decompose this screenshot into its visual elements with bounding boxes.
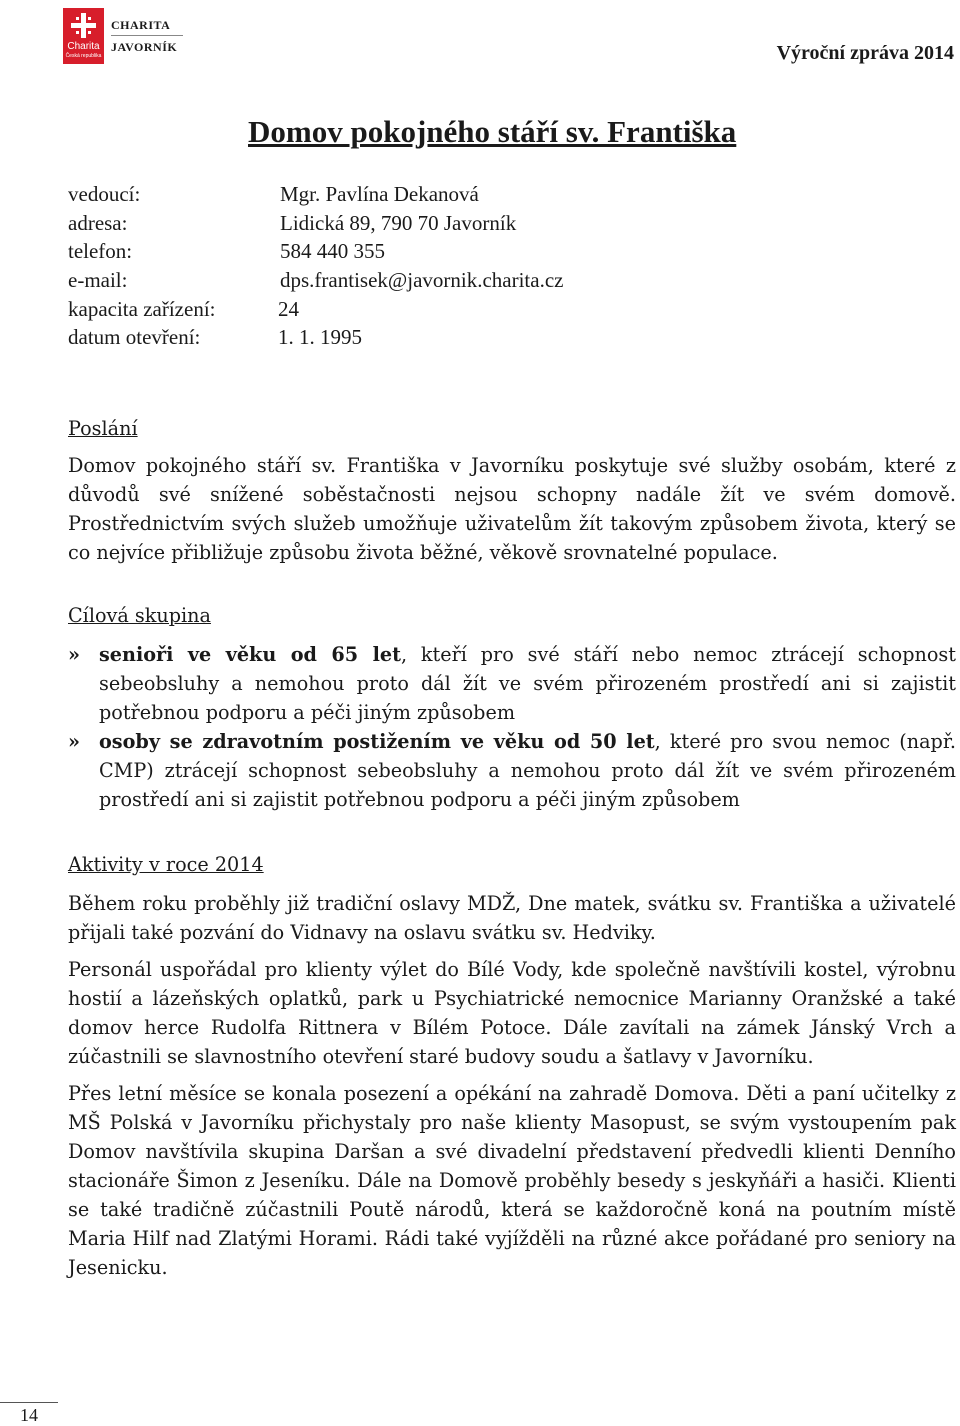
section-heading: Poslání — [68, 417, 138, 440]
page-number: 14 — [20, 1405, 38, 1425]
logo-name-line1: CHARITA — [111, 18, 171, 32]
info-label: adresa: — [68, 210, 128, 235]
info-label: telefon: — [68, 239, 133, 264]
info-label: vedoucí: — [68, 182, 141, 206]
mission-section — [68, 414, 956, 567]
list-item-text: , které pro svou nemoc (např. CMP) ztrácejí schopnost sebeobsluhy a nemohou proto dál žít ve svém přirozeném prostředí ani si zajistit potřebnou podporu a péči jiným způsobem — [99, 730, 956, 811]
logo-divider — [111, 35, 183, 36]
info-value: 24 — [278, 296, 299, 321]
info-label: kapacita zařízení: — [68, 296, 216, 321]
info-value: Lidická 89, 790 70 Javorník — [280, 210, 517, 235]
report-title: Výroční zpráva 2014 — [776, 42, 954, 64]
charita-logo — [63, 8, 193, 64]
logo-name-line2: JAVORNÍK — [111, 40, 178, 54]
section-heading: Cílová skupina — [68, 604, 211, 627]
info-value: 1. 1. 1995 — [278, 325, 362, 350]
info-value: 584 440 355 — [280, 239, 385, 264]
info-label: e-mail: — [68, 268, 128, 293]
target-group-list — [68, 640, 956, 814]
bullet-mark: » — [68, 730, 80, 753]
info-value: dps.frantisek@javornik.charita.cz — [280, 268, 564, 293]
activities-text — [68, 889, 956, 1282]
list-item-bold: osoby se zdravotním postižením ve věku od 50 let — [99, 730, 655, 753]
logo-label: Charita — [67, 41, 100, 52]
activities-section — [68, 850, 956, 1290]
section-heading: Aktivity v roce 2014 — [68, 853, 264, 876]
page-title: Domov pokojného stáří sv. Františka — [248, 114, 737, 149]
logo-sublabel: Česká republika — [65, 53, 102, 59]
info-value: Mgr. Pavlína Dekanová — [280, 182, 479, 206]
info-label: datum otevření: — [68, 325, 201, 350]
bullet-mark: » — [68, 643, 80, 666]
paragraph: Během roku proběhly již tradiční oslavy MDŽ, Dne matek, svátku sv. Františka a uživatelé přijali také pozvání do Vidnavy na oslavu svátku sv. Hedviky. — [68, 892, 956, 944]
list-item-text: , kteří pro své stáří nebo nemoc ztrácejí schopnost sebeobsluhy a nemohou proto dál žít ve svém přirozeném prostředí ani si zajistit potřebnou podporu a péči jiným způsobem — [99, 643, 956, 724]
list-item — [68, 727, 956, 814]
footer-divider — [0, 1402, 58, 1403]
list-item — [68, 640, 956, 727]
mission-text: Domov pokojného stáří sv. Františka v Javorníku poskytuje své služby osobám, které z důvodů své snížené soběstačnosti nejsou schopny nadále žít ve svém domově. Prostřednictvím svých služeb umožňuje uživatelům žít takovým způsobem života, který se co nejvíce přibližuje způsobu života běžné, věkově srovnatelné populace. — [68, 454, 956, 564]
target-group-section — [68, 601, 956, 814]
paragraph: Přes letní měsíce se konala posezení a opékání na zahradě Domova. Děti a paní učitelky z MŠ Polská v Javorníku přichystaly pro naše klienty Masopust, se svým vystoupením pak Domov navštívila skupina Daršan a své divadelní představení předvedli klienti Denního stacionáře Šimon z Jeseníku. Dále na Domově proběhly besedy s jeskyňáři a hasiči. Klienti se také tradičně zúčastnili Poutě národů, která se každoročně koná na poutním místě Maria Hilf nad Zlatými Horami. Rádi také vyjížděli na různé akce pořádané pro seniory na Jesenicku. — [68, 1082, 956, 1279]
list-item-bold: senioři ve věku od 65 let — [99, 643, 401, 666]
charity-cross-icon — [70, 12, 97, 39]
paragraph: Personál uspořádal pro klienty výlet do Bílé Vody, kde společně navštívili kostel, výrobnu hostií a lázeňských oplatků, park u Psychiatrické nemocnice Marianny Oranžské a také domov herce Rudolfa Rittnera v Bílém Potoce. Dále zavítali na zámek Jánský Vrch a zúčastnili se slavnostního otevření staré budovy soudu a šatlavy v Javorníku. — [68, 958, 956, 1068]
logo-emblem — [63, 8, 104, 64]
